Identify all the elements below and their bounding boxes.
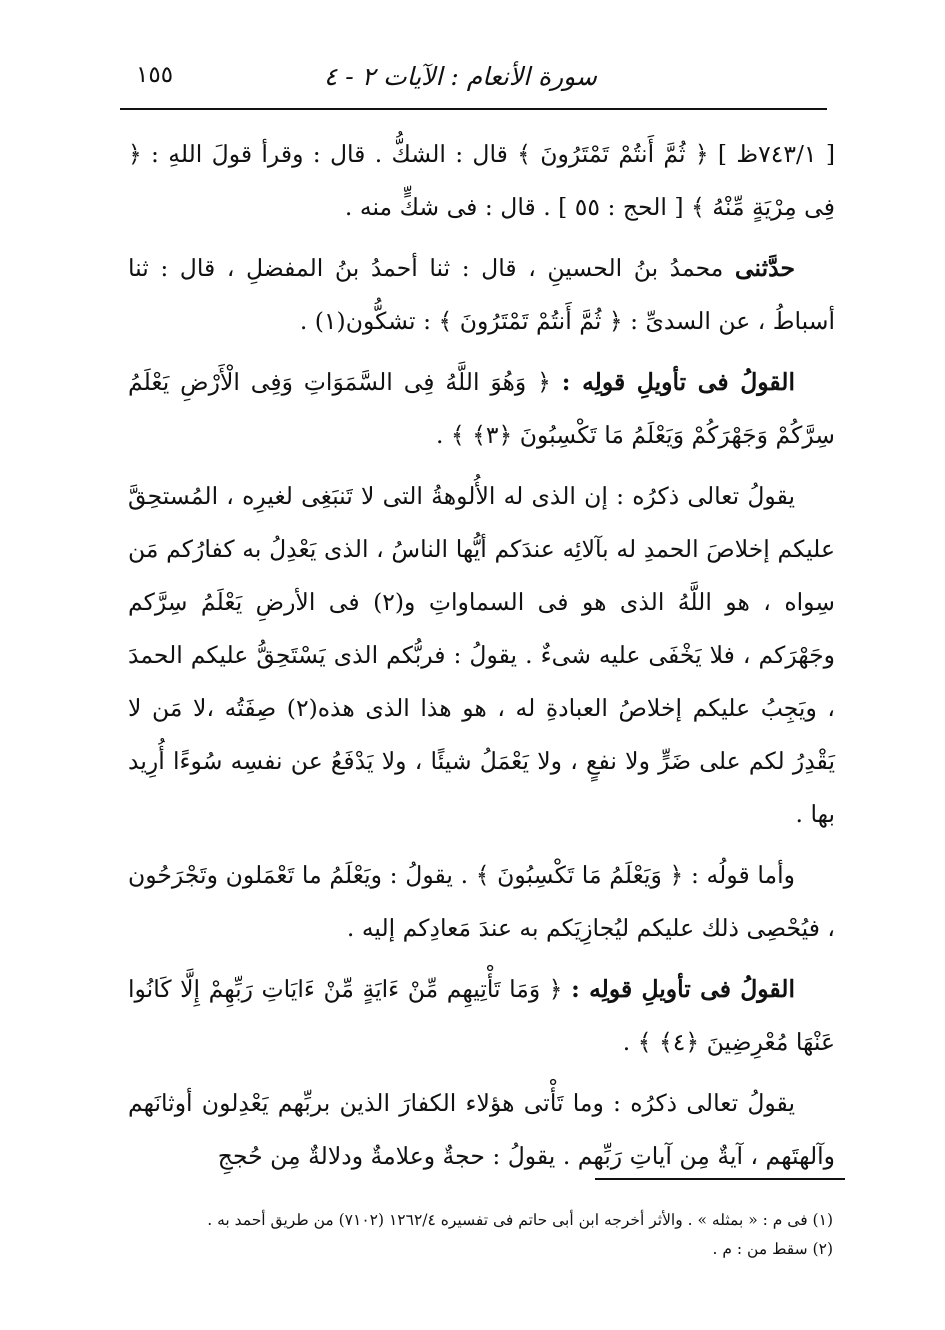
paragraph-4: يقولُ تعالى ذكرُه : إن الذى له الأُلوهةُ التى لا تَنبَغِى لغيرِه ، المُستحِقَّ عليكم إخلاصَ الحمدِ له بآلائِه عندَكم أيُّها الناسُ ، الذى يَعْدِلُ به كفارُكم مَن سِواه ، هو اللَّهُ الذى هو فى السماواتِ و(٢) فى الأرضِ يَعْلَمُ سِرَّكم وجَهْرَكم ، فلا يَخْفَى عليه شىءٌ . يقولُ : فربُّكم الذى يَسْتَحِقُّ عليكم الحمدَ ، ويَجِبُ عليكم إخلاصُ العبادةِ له ، هو هذا الذى هذه(٢) صِفَتُه ،لا مَن لا يَقْدِرُ لكم على ضَرٍّ ولا نفعٍ ، ولا يَعْمَلُ شيئًا ، ولا يَدْفَعُ عن نفسِه سُوءًا أُرِيد بها . — [128, 482, 836, 828]
paragraph-2: حدَّثنى محمدُ بنُ الحسينِ ، قال : ثنا أحمدُ بنُ المفضلِ ، قال : ثنا أسباطُ ، عن السدىِّ : ﴿ ثُمَّ أَنتُمْ تَمْتَرُونَ ﴾ : تشكُّون(١) . — [128, 254, 835, 335]
running-title: سورة الأنعام : الآيات ٢ - ٤ — [323, 62, 597, 91]
paragraph-5: وأما قولُه : ﴿ وَيَعْلَمُ مَا تَكْسِبُونَ ﴾ . يقولُ : ويَعْلَمُ ما تَعْمَلون وتَجْرَحُون ، فيُحْصِى ذلك عليكم ليُجازِيَكم به عندَ مَعادِكم إليه . — [128, 861, 835, 942]
footnotes — [128, 1206, 833, 1264]
page-number: ١٥٥ — [136, 62, 174, 88]
paragraph-7: يقولُ تعالى ذكرُه : وما تَأْتى هؤلاء الكفارَ الذين بربِّهم يَعْدِلون أوثانَهم وآلهتَهم ، آيةٌ مِن آياتِ رَبِّهم . يقولُ : حجةٌ وعلامةٌ ودلالةٌ مِن حُججِ — [128, 1089, 835, 1170]
paragraph-1: [ ٧٤٣/١ظ ] ﴿ ثُمَّ أَنتُمْ تَمْتَرُونَ ﴾ قال : الشكُّ . قال : وقرأ قولَ اللهِ : ﴿ فِى مِرْيَةٍ مِّنْهُ ﴾ [ الحج : ٥٥ ] . قال : فى شكٍّ منه . — [128, 140, 836, 221]
paragraph-6-heading: القولُ فى تأويلِ قولِه : ﴿ وَمَا تَأْتِيهِم مِّنْ ءَايَةٍ مِّنْ ءَايَاتِ رَبِّهِمْ إِلَّا كَانُوا عَنْهَا مُعْرِضِينَ ﴿٤﴾ ﴾ . — [128, 975, 835, 1056]
footnote-1: (١) فى م : « بمثله » . والأثر أخرجه ابن أبى حاتم فى تفسيره ١٢٦٢/٤ (٧١٠٢) من طريق أحمد به . — [207, 1211, 833, 1229]
header-rule — [120, 108, 827, 110]
footnote-rule — [595, 1178, 845, 1180]
running-header — [120, 58, 827, 106]
paragraph-3-heading: القولُ فى تأويلِ قولِه : ﴿ وَهُوَ اللَّهُ فِى السَّمَوَاتِ وَفِى الْأَرْضِ يَعْلَمُ سِرَّكُمْ وَجَهْرَكُمْ وَيَعْلَمُ مَا تَكْسِبُونَ ﴿٣﴾ ﴾ . — [128, 368, 835, 449]
main-text — [128, 128, 835, 1191]
footnote-2: (٢) سقط من : م . — [712, 1240, 833, 1258]
